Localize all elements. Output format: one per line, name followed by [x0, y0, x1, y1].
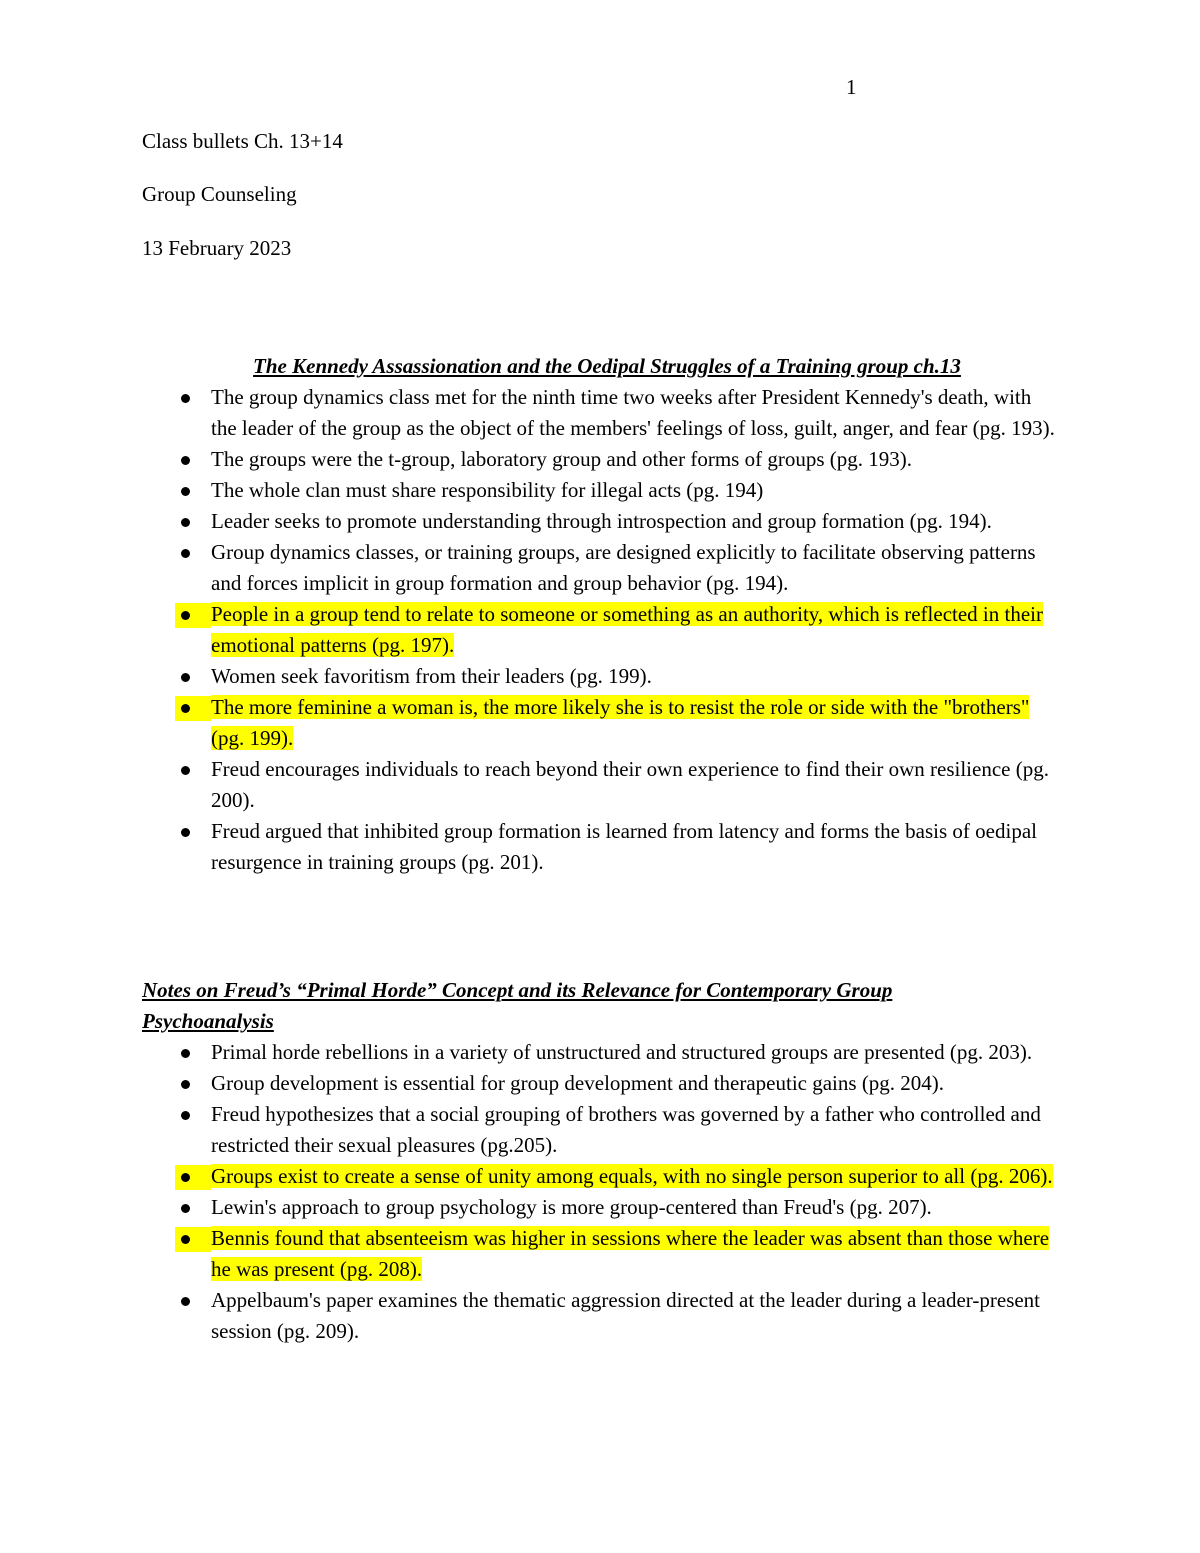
list-item — [142, 1068, 1061, 1099]
list-item — [142, 382, 1061, 444]
header-class-name: Group Counseling — [142, 182, 297, 206]
bullet-text: Leader seeks to promote understanding through introspection and group formation (pg. 194). — [211, 509, 992, 533]
header-date: 13 February 2023 — [142, 236, 292, 260]
bullet-icon — [181, 828, 190, 837]
list-item — [142, 1285, 1061, 1347]
bullet-icon — [181, 1049, 190, 1058]
section-title: The Kennedy Assassionation and the Oedipal Struggles of a Training group ch.13 — [253, 354, 961, 378]
bullet-list — [142, 382, 1072, 878]
bullet-text: The groups were the t-group, laboratory group and other forms of groups (pg. 193). — [211, 447, 912, 471]
bullet-icon — [181, 1297, 190, 1306]
bullet-list — [142, 1037, 1072, 1347]
bullet-icon — [181, 1173, 190, 1182]
bullet-text: Women seek favoritism from their leaders (pg. 199). — [211, 664, 652, 688]
bullet-icon — [181, 394, 190, 403]
section-kennedy — [142, 351, 1072, 878]
bullet-icon — [181, 1080, 190, 1089]
bullet-icon — [181, 704, 190, 713]
bullet-text: Group dynamics classes, or training groups, are designed explicitly to facilitate observing patterns and forces implicit in group formation and group behavior (pg. 194). — [211, 540, 1036, 595]
bullet-icon — [181, 1235, 190, 1244]
bullet-icon — [181, 1111, 190, 1120]
list-item — [142, 599, 1061, 661]
list-item — [142, 444, 1061, 475]
bullet-text: Freud argued that inhibited group formation is learned from latency and forms the basis of oedipal resurgence in training groups (pg. 201). — [211, 819, 1037, 874]
bullet-icon — [181, 456, 190, 465]
list-item — [142, 537, 1061, 599]
list-item — [142, 816, 1061, 878]
list-item — [142, 475, 1061, 506]
bullet-text: Bennis found that absenteeism was higher in sessions where the leader was absent than those where he was present (pg. 208). — [211, 1226, 1050, 1281]
section-title: Notes on Freud’s “Primal Horde” Concept and its Relevance for Contemporary Group Psychoanalysis — [142, 978, 893, 1033]
list-item — [142, 754, 1061, 816]
bullet-icon — [181, 611, 190, 620]
bullet-text: Group development is essential for group development and therapeutic gains (pg. 204). — [211, 1071, 945, 1095]
bullet-text: Appelbaum's paper examines the thematic aggression directed at the leader during a leader-present session (pg. 209). — [211, 1288, 1041, 1343]
list-item — [142, 1099, 1061, 1161]
list-item — [142, 506, 1061, 537]
list-item — [142, 661, 1061, 692]
bullet-text: Freud hypothesizes that a social grouping of brothers was governed by a father who controlled and restricted their sexual pleasures (pg.205). — [211, 1102, 1041, 1157]
section-primal-horde — [142, 975, 1072, 1347]
bullet-text: Groups exist to create a sense of unity among equals, with no single person superior to all (pg. 206). — [211, 1164, 1053, 1188]
bullet-icon — [181, 1204, 190, 1213]
bullet-icon — [181, 518, 190, 527]
bullet-icon — [181, 549, 190, 558]
list-item — [142, 1192, 1061, 1223]
page-number: 1 — [846, 75, 857, 99]
bullet-text: The whole clan must share responsibility for illegal acts (pg. 194) — [211, 478, 764, 502]
list-item — [142, 1037, 1061, 1068]
bullet-text: Primal horde rebellions in a variety of unstructured and structured groups are presented (pg. 203). — [211, 1040, 1033, 1064]
bullet-text: The group dynamics class met for the ninth time two weeks after President Kennedy's death, with the leader of the group as the object of the members' feelings of loss, guilt, anger, and fear (pg. 193). — [211, 385, 1055, 440]
list-item — [142, 1223, 1061, 1285]
bullet-icon — [181, 673, 190, 682]
bullet-text: People in a group tend to relate to someone or something as an authority, which is reflected in their emotional patterns (pg. 197). — [211, 602, 1043, 657]
header-course-line: Class bullets Ch. 13+14 — [142, 129, 343, 153]
bullet-icon — [181, 766, 190, 775]
bullet-text: Lewin's approach to group psychology is more group-centered than Freud's (pg. 207). — [211, 1195, 932, 1219]
bullet-text: The more feminine a woman is, the more likely she is to resist the role or side with the "brothers" (pg. 199). — [211, 695, 1030, 750]
list-item — [142, 692, 1061, 754]
bullet-text: Freud encourages individuals to reach beyond their own experience to find their own resilience (pg. 200). — [211, 757, 1049, 812]
list-item — [142, 1161, 1061, 1192]
bullet-icon — [181, 487, 190, 496]
